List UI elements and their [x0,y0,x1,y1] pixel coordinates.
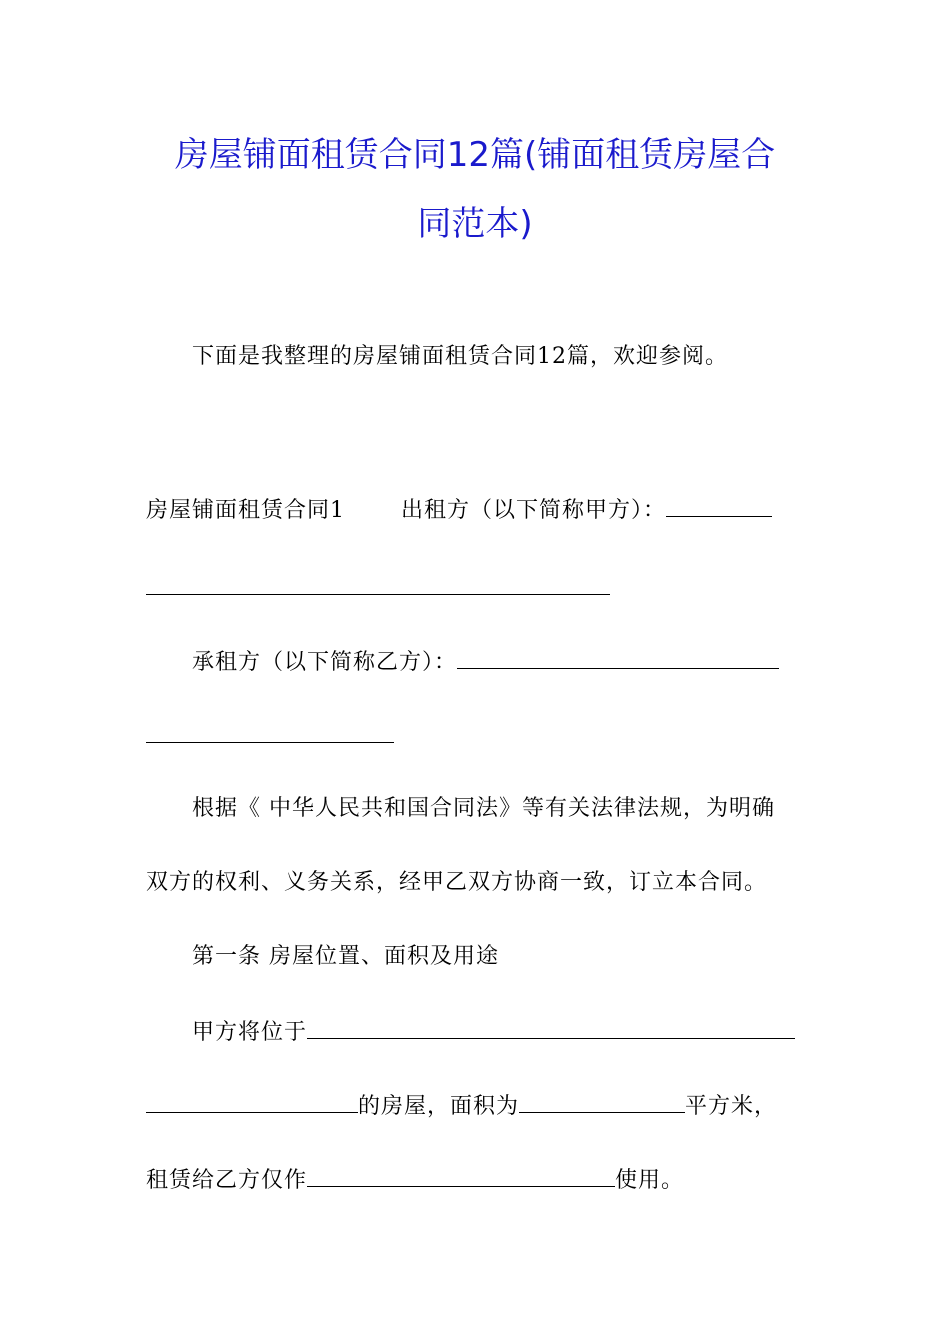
contract-heading: 房屋铺面租赁合同1 [146,498,345,523]
lessee-line [192,650,806,674]
lessee-label: 承租方（以下简称乙方）： [192,650,458,675]
house-text: 的房屋，面积为 [358,1094,520,1119]
lessee-name-blank-continued [146,742,394,743]
lease-prefix: 租赁给乙方仅作 [146,1168,308,1193]
lessor-name-blank-continued [146,594,610,595]
area-blank [519,1094,685,1113]
location-line [192,1020,806,1044]
lessor-line [146,498,806,522]
document-title-line-2: 同范本) [417,204,533,244]
lessor-name-blank [666,498,772,517]
location-blank-continued [146,1094,358,1113]
basis-line-2: 双方的权利、义务关系，经甲乙双方协商一致，订立本合同。 [146,870,768,895]
location-label: 甲方将位于 [192,1020,308,1045]
use-blank [307,1168,615,1187]
location-blank [307,1020,795,1039]
use-suffix: 使用。 [615,1168,685,1193]
area-line [146,1094,806,1118]
article-1-title: 第一条 房屋位置、面积及用途 [192,944,499,969]
intro-paragraph: 下面是我整理的房屋铺面租赁合同12篇，欢迎参阅。 [192,344,728,369]
area-unit: 平方米， [685,1094,778,1119]
lessor-label: 出租方（以下简称甲方）： [401,498,667,523]
lessee-name-blank [457,650,779,669]
basis-line-1: 根据《 中华人民共和国合同法》等有关法律法规，为明确 [192,796,775,821]
use-line [146,1168,806,1192]
document-title-line-1: 房屋铺面租赁合同12篇(铺面租赁房屋合 [174,135,776,175]
